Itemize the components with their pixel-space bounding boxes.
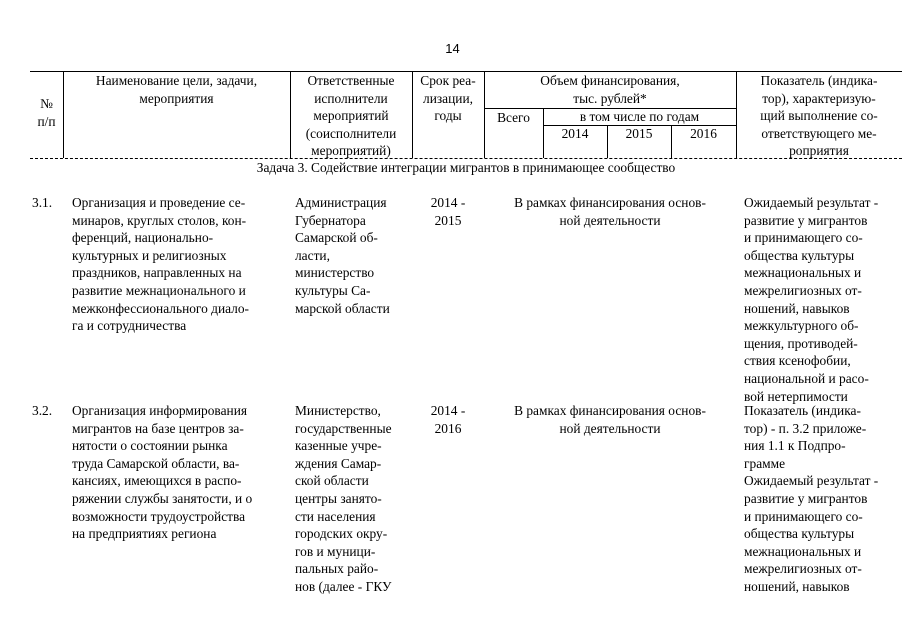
header-by-years: в том числе по годам — [579, 109, 700, 124]
header-funding: Объем финансирования, тыс. рублей* — [540, 73, 680, 106]
header-term: Срок реа- лизации, годы — [420, 73, 476, 124]
task-title: Задача 3. Содействие интеграции мигрантов в принимающее сообщество — [256, 160, 676, 175]
row-number: 3.1. — [32, 195, 53, 210]
header-total: Всего — [497, 110, 530, 125]
header-executors: Ответственные исполнители мероприятий (соисполнители мероприятий) — [305, 73, 397, 159]
row-funding: В рамках финансирования основ- ной деятельности — [514, 195, 706, 228]
header-indicator: Показатель (индика- тор), характеризую- щий выполнение со- ответствующего ме- роприятия — [760, 73, 878, 159]
row-term: 2014 - 2015 — [430, 195, 466, 228]
header-year: 2015 — [625, 126, 653, 141]
row-indicator: Показатель (индика- тор) - п. 3.2 приложе- ния 1.1 к Подпро- грамме Ожидаемый результат - развитие у мигрантов и принимающего со- общества культуры межнациональных и межрелигиозных от- ношений, навыков — [744, 403, 879, 594]
row-executors: Администрация Губернатора Самарской об- ласти, министерство культуры Са- марской области — [295, 195, 390, 316]
row-term: 2014 - 2016 — [430, 403, 466, 436]
row-name: Организация информирования мигрантов на базе центров за- нятости о состоянии рынка труда Самарской области, ва- кансиях, имеющихся в распо- ряжении службы занятости, и о возможности трудоустройства на предприятиях региона — [72, 403, 253, 542]
header-number: № п/п — [37, 96, 56, 129]
header-name: Наименование цели, задачи, мероприятия — [95, 73, 258, 106]
header-year: 2014 — [561, 126, 589, 141]
row-name: Организация и проведение се- минаров, круглых столов, кон- ференций, национально- культурных и религиозных праздников, направленных на развитие межнационального и межконфессионального диало- га и сотрудничества — [72, 195, 250, 334]
page-number: 14 — [445, 41, 460, 56]
row-number: 3.2. — [32, 403, 53, 418]
row-funding: В рамках финансирования основ- ной деятельности — [514, 403, 706, 436]
row-executors: Министерство, государственные казенные учре- ждения Самар- ской области центры занято- сти населения городских окру- гов и муници- пальных райо- нов (далее - ГКУ — [295, 403, 392, 594]
header-year: 2016 — [690, 126, 717, 141]
row-indicator: Ожидаемый результат - развитие у мигрантов и принимающего со- общества культуры межнациональных и межрелигиозных от- ношений, навыков межкультурного об- щения, противодей- ствия ксенофобии, национальной и расо- вой нетерпимости — [744, 195, 879, 404]
